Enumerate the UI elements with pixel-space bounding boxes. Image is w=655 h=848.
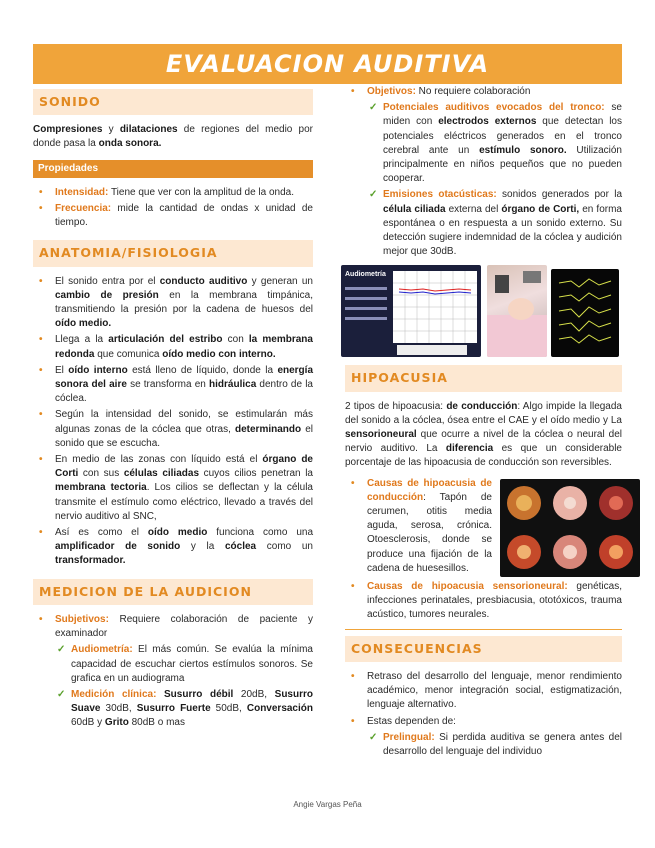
txt: de regiones del medio por donde pasa la [33, 124, 313, 150]
txt: No requiere colaboración [415, 86, 531, 97]
txt: Requiere colaboración de paciente y examinador [55, 613, 313, 640]
txt: 80dB o mas [128, 717, 185, 729]
list-item [55, 275, 313, 332]
kw: Susurro Suave [71, 688, 313, 715]
list-item [55, 526, 313, 569]
otoscopy-photos [500, 479, 640, 577]
propiedades-list [33, 186, 313, 231]
list-item [71, 643, 313, 686]
kw: onda sonora. [98, 138, 162, 150]
kw: oído interno [68, 364, 128, 376]
kw: célula ciliada [383, 203, 446, 215]
txt: funciona como una [207, 527, 314, 539]
kw: oído medio. [55, 318, 112, 330]
txt: cuyos cilios penetran la [199, 468, 313, 480]
txt: : Algo impide la llegada del sonido a la cóclea, ósea entre el CAE y el oído medio y La [345, 400, 622, 426]
list-item: • Retraso del desarrollo del lenguaje, menor rendimiento académico, menor integración social, estigmatización, lenguaje alternativo. [367, 670, 622, 713]
txt: 30dB, [100, 703, 137, 715]
consecuencias-sublist [367, 731, 622, 759]
list-item [55, 613, 313, 731]
kw: Emisiones otacústicas: [383, 189, 497, 201]
title-banner [33, 44, 622, 84]
kw: Causas de hipoacusia de conducción [367, 477, 492, 503]
txt: con [222, 334, 249, 346]
txt: 2 tipos de hipoacusia: [345, 400, 447, 412]
txt: : Tapón de cerumen, otitis media aguda, serosa, crónica. Otoesclerosis, donde se produce una fijación de la cadena de huesesillos. [367, 491, 492, 574]
list-item [383, 731, 622, 759]
images-row [341, 265, 622, 357]
kw: órgano de Corti [55, 454, 313, 480]
subjetivos-sublist [55, 643, 313, 730]
txt: 50dB, [210, 703, 247, 715]
kw: Medición clínica: [71, 688, 157, 700]
txt: Estas dependen de: [367, 715, 456, 727]
txt: . Los cilios se deflectan y la célula transmite el estímulo como eléctrico, llevado a través del nervio auditivo al SNC, [55, 482, 313, 522]
txt: El más común. Se evalúa la mínima capacidad de escuchar ciertos estímulos sonoros. Se grafica en un audiograma [71, 644, 313, 684]
txt: está lleno de líquido, donde la [127, 364, 278, 376]
txt: el sonido que se escucha. [55, 423, 314, 449]
txt: Según la intensidad del sonido, se estimularán más algunas zonas de la cóclea que otras, [55, 409, 313, 435]
txt: El sonido entra por el [55, 275, 160, 287]
kw: oído medio con interno. [162, 348, 276, 360]
txt: en forma espontánea o en respuesta a un sonido externo. Su detección sugiere indemnidad de la cóclea y audición mejor que 30dB. [383, 203, 622, 258]
kw: Potenciales auditivos evocados del tronco: [383, 102, 605, 114]
kw: estímulo sonoro. [479, 144, 567, 156]
kw: conducto auditivo [159, 275, 248, 287]
txt: En medio de las zonas con líquido está el [55, 454, 263, 466]
txt: 60dB y [71, 717, 105, 729]
list-item [55, 186, 313, 200]
kw: Causas de hipoacusia sensorioneural: [367, 581, 568, 593]
kw: Intensidad: [55, 186, 109, 198]
txt: se miden con [383, 102, 622, 128]
kw: determinando [234, 423, 302, 435]
audiogram-image [341, 265, 481, 357]
kw: Frecuencia: [55, 203, 112, 215]
objetivos-sublist [367, 101, 622, 259]
txt: que detectan los potenciales eléctricos generados en el tronco cerebral ante un [383, 116, 622, 156]
txt: Tiene que ver con la amplitud de la onda. [108, 186, 295, 198]
kw: Susurro Fuerte [136, 703, 211, 715]
txt: y la [180, 541, 225, 553]
section-heading-hipoacusia: HIPOACUSIA [345, 365, 622, 391]
txt: como un [256, 541, 313, 553]
baby-test-photo [487, 265, 547, 357]
kw: Subjetivos: [55, 613, 109, 625]
kw: de conducción [446, 400, 518, 412]
section-heading-consecuencias: CONSECUENCIAS [345, 636, 622, 662]
kw: Audiometría: [71, 644, 133, 656]
list-item [71, 688, 313, 731]
kw: Objetivos: [367, 86, 416, 97]
txt: en la membrana timpánica, transmitiendo la presión por la cadena de huesos del [55, 289, 313, 316]
txt [156, 689, 164, 700]
txt: Utilización principalmente en niños pequeños que no pueden cooperar. [383, 144, 622, 185]
list-item [55, 364, 313, 407]
txt: mide la cantidad de ondas x unidad de tiempo. [55, 203, 313, 229]
list-item [383, 101, 622, 186]
txt: Llega a la [55, 334, 109, 346]
causas-block [345, 477, 622, 623]
kw: hidráulica [209, 379, 257, 391]
kw: Susurro débil [164, 688, 234, 700]
list-item [367, 477, 492, 576]
kw: Grito [104, 717, 129, 729]
list-item [55, 453, 313, 524]
kw: oído medio [147, 527, 208, 539]
txt: es que un considerable porcentaje de las hipoacusia de conducción son reversibles. [345, 443, 622, 469]
txt: dentro de la cóclea. [55, 379, 313, 405]
kw: Compresiones [33, 124, 103, 136]
section-heading-sonido: SONIDO [33, 89, 313, 115]
kw: transformador. [55, 555, 126, 567]
kw: diferencia [445, 443, 494, 455]
sonido-definition [33, 123, 313, 151]
baby-photo-icon [487, 265, 547, 357]
list-item [55, 202, 313, 230]
oae-graph-image [551, 269, 619, 357]
list-item [55, 333, 313, 361]
audiometria-label: Audiometría [345, 271, 386, 279]
ear-drum-icons [500, 479, 640, 577]
kw: sensorioneural [345, 429, 417, 441]
author-footer: Angie Vargas Peña [293, 800, 362, 809]
list-item [55, 408, 313, 451]
kw: la membrana redonda [55, 334, 313, 360]
kw: órgano de Corti, [501, 203, 580, 215]
txt: genéticas, infecciones perinatales, presbiacusia, ototóxicos, trauma acústico, tumores neurales. [367, 581, 622, 621]
divider [345, 629, 622, 630]
section-heading-medicion: MEDICION DE LA AUDICION [33, 579, 313, 605]
kw: articulación del estribo [108, 334, 223, 346]
txt: se transforma en [126, 379, 210, 391]
txt: Si perdida auditiva se genera antes del desarrollo del lenguaje del individuo [383, 731, 622, 757]
kw: dilataciones [119, 124, 178, 136]
list-item [367, 85, 622, 259]
txt: externa del [445, 203, 502, 215]
consecuencias-list [345, 670, 622, 759]
txt: que comunica [94, 348, 163, 360]
anatomia-list [33, 275, 313, 569]
txt: y generan un [247, 275, 313, 287]
kw: Prelingual: [383, 731, 435, 743]
kw: amplificador de sonido [55, 541, 181, 553]
kw: cambio de presión [55, 289, 159, 301]
list-item [367, 580, 622, 623]
list-item [367, 715, 622, 760]
txt: sonidos generados por la [496, 189, 623, 201]
kw: Conversación [246, 703, 313, 715]
kw: células ciliadas [123, 468, 200, 480]
kw: electrodos externos [438, 116, 537, 128]
txt: y [102, 124, 120, 136]
list-item [383, 188, 622, 259]
objetivos-list [345, 85, 622, 259]
hipoacusia-intro [345, 400, 622, 471]
txt: con sus [78, 468, 124, 480]
oae-waveform-icon [551, 269, 619, 357]
propiedades-bar: Propiedades [33, 160, 313, 178]
txt: Así es como el [55, 527, 148, 539]
right-column [345, 85, 622, 765]
section-heading-anatomia: ANATOMIA/FISIOLOGIA [33, 240, 313, 266]
kw: membrana tectoria [55, 482, 147, 494]
kw: energía sonora del aire [55, 364, 314, 391]
medicion-list [33, 613, 313, 731]
left-column [33, 89, 313, 737]
txt: que ocurre a nivel de la cóclea o neural del nervio auditivo. La [345, 429, 622, 455]
kw: cóclea [224, 541, 257, 553]
txt: 20dB, [233, 688, 275, 700]
page-title: EVALUACION AUDITIVA [165, 50, 490, 78]
txt: El [55, 364, 69, 376]
